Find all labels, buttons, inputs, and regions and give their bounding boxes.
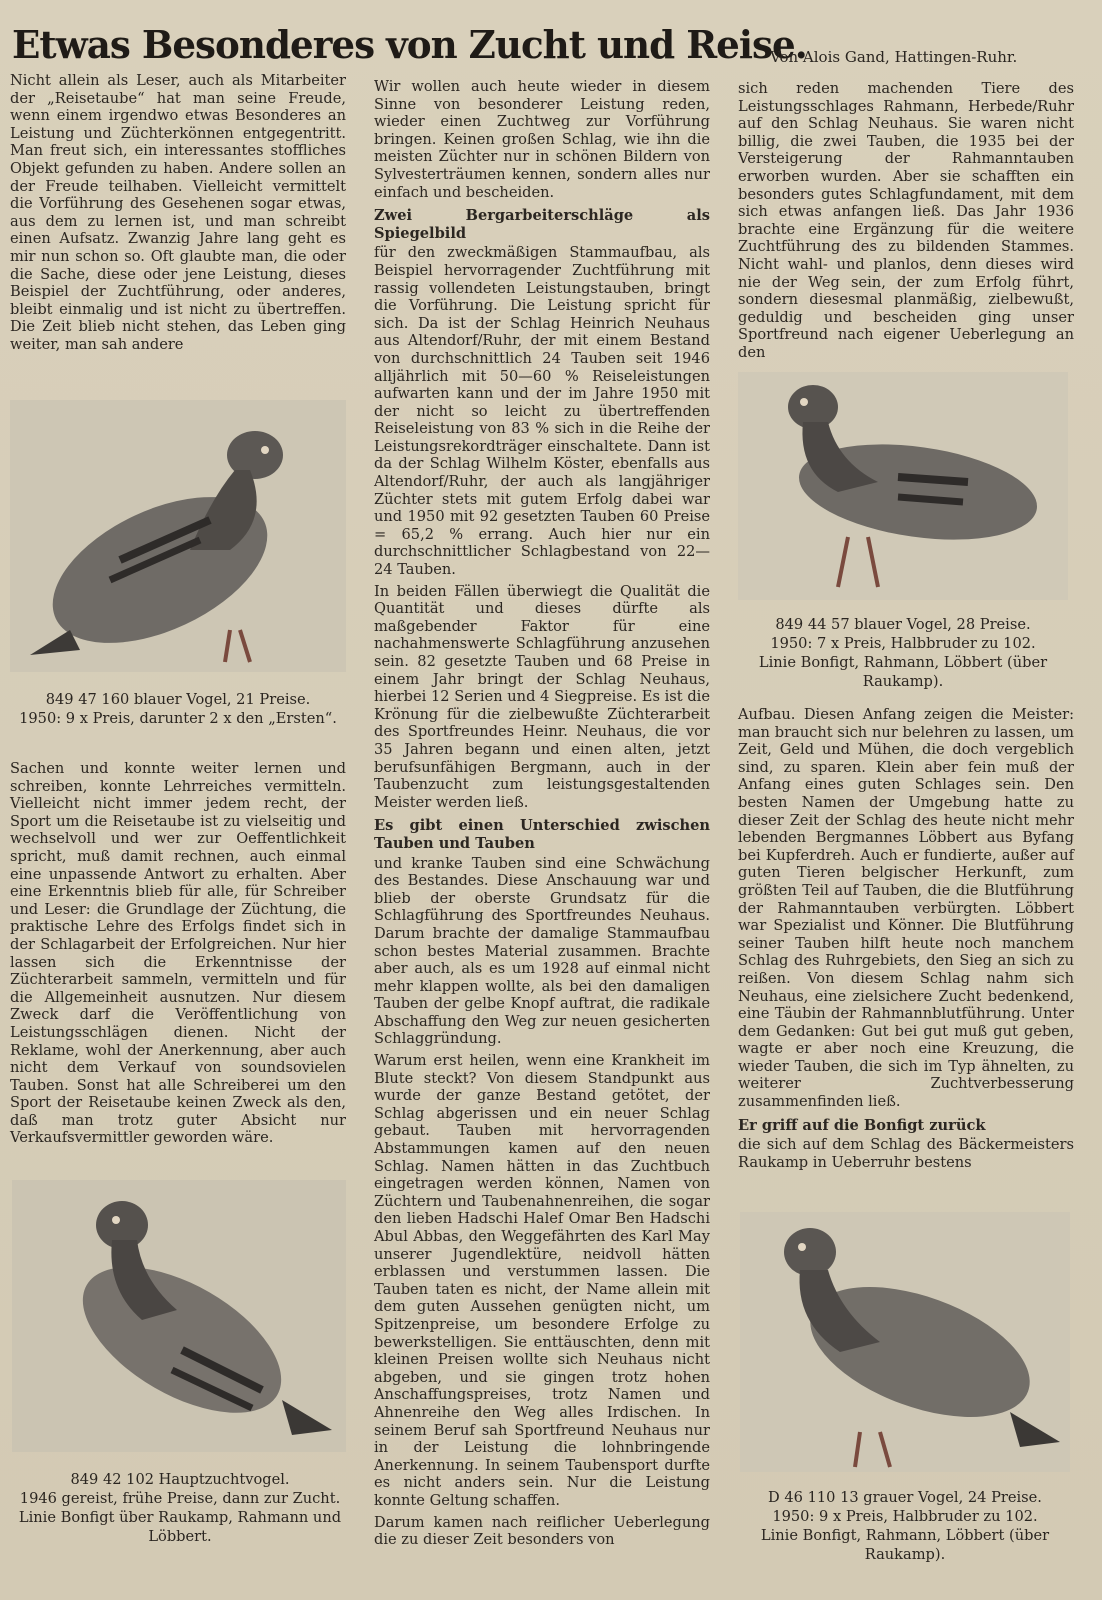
caption-2-line-2: 1946 gereist, frühe Preise, dann zur Zucht. — [19, 1490, 341, 1507]
col2-paragraph-6: Darum kamen nach reiflicher Ueberlegung die zu dieser Zeit besonders von — [374, 1513, 710, 1549]
caption-4-line-2: 1950: 9 x Preis, Halbbruder zu 102. — [772, 1508, 1038, 1525]
column-1-top — [10, 72, 346, 354]
col2-paragraph-4: und kranke Tauben sind eine Schwächung des Bestandes. Diese Anschauung war und blieb der oberste Grundsatz für die Schlagführung des Sportfreundes Neuhaus. Darum brachte der damalige Stammaufbau schon bestes Material zusammen. Brachte aber auch, als es um 1928 auf einmal nicht mehr klappen wollte, als bei den damaligen Tauben der gelbe Knopf auftrat, die radikale Abschaffung den Weg zur neuen gesicherten Schlaggründung. — [374, 854, 710, 1048]
pigeon-photo-4 — [740, 1212, 1070, 1472]
pigeon-image-4 — [740, 1212, 1070, 1472]
caption-1 — [10, 690, 346, 728]
col2-paragraph-3: In beiden Fällen überwiegt die Qualität die Quantität und dieses dürfte als maßgebender Faktor für eine nachahmenswerte Schlagführung anzusehen sein. 82 gesetzte Tauben und 68 Preise in einem Jahr bringt der Schlag Neuhaus, hierbei 12 Serien und 4 Siegpreise. Es ist die Krönung für die zielbewußte Züchterarbeit des Sportfreundes Heinr. Neuhaus, die vor 35 Jahren begann und einen alten, jetzt berufsunfähigen Bergmann, auch in der Taubenzucht zum leistungsgestaltenden Meister werden ließ. — [374, 582, 710, 811]
caption-4-line-1: D 46 110 13 grauer Vogel, 24 Preise. — [768, 1489, 1042, 1506]
col2-paragraph-2: für den zweckmäßigen Stammaufbau, als Beispiel hervorragender Zuchtführung mit rassig vollendeten Leistungstauben, bringt die Vorführung. Die Leistung spricht für sich. Da ist der Schlag Heinrich Neuhaus aus Altendorf/Ruhr, der mit einem Bestand von durchschnittlich 24 Tauben seit 1946 alljährlich mit 50—60 % Reiseleistungen aufwarten kann und der im Jahre 1950 mit der nicht so leicht zu übertreffenden Reiseleistung von 83 % sich in die Reihe der Leistungsrekordträger einschaltete. Dann ist da der Schlag Wilhelm Köster, ebenfalls aus Altendorf/Ruhr, der auch als langjähriger Züchter stets mit gutem Erfolg dabei war und 1950 mit 92 gesetzten Tauben 60 Preise = 65,2 % errang. Auch hier nur ein durchschnittlicher Schlagbestand von 22—24 Tauben. — [374, 244, 710, 579]
caption-3 — [738, 615, 1068, 691]
column-3-bottom — [738, 706, 1074, 1171]
pigeon-photo-1 — [10, 400, 346, 672]
col1-paragraph-1: Nicht allein als Leser, auch als Mitarbeiter der „Reisetaube“ hat man seine Freude, wenn einem irgendwo etwas Besonderes an Leistung und Züchterkönnen entgegentritt. Man freut sich, ein interessantes stoffliches Objekt gefunden zu haben. Andere sollen an der Freude teilhaben. Vielleicht vermittelt die Vorführung des Gesehenen sogar etwas, aus dem zu lernen ist, und man schreibt einen Aufsatz. Zwanzig Jahre lang geht es mir nun schon so. Oft glaubte man, die oder die Sache, diese oder jene Leistung, dieses Beispiel der Zuchtführung, oder anderes, bleibt einmalig und ist nicht zu übertreffen. Die Zeit blieb nicht stehen, das Leben ging weiter, man sah andere — [10, 72, 346, 353]
column-3-top — [738, 80, 1074, 362]
col3-subheading-1: Er griff auf die Bonfigt zurück — [738, 1116, 986, 1134]
col1-paragraph-2: Sachen und konnte weiter lernen und schreiben, konnte Lehrreiches vermitteln. Vielleicht nicht immer jedem recht, der Sport um die Reisetaube ist zu vielseitig und wechselvoll und wer zur Oeffentlichkeit spricht, muß damit rechnen, auch einmal eine unpassende Antwort zu erhalten. Aber eine Erkenntnis blieb für alle, für Schreiber und Leser: die Grundlage der Züchtung, die praktische Lehre des Erfolgs findet sich in der Schlagarbeit der Erfolgreichen. Nur hier lassen sich die Erkenntnisse der Züchterarbeit sammeln, vermitteln und für die Allgemeinheit ausnutzen. Nur diesem Zweck darf die Veröffentlichung von Leistungsschlägen dienen. Nicht der Reklame, wohl der Anerkennung, aber auch nicht dem Verkauf von soundsovielen Tauben. Sonst hat alle Schreiberei um den Sport der Reisetaube keinen Zweck als den, daß man trotz guter Absicht nur Verkaufsvermittler geworden wäre. — [10, 760, 346, 1147]
col2-paragraph-1: Wir wollen auch heute wieder in diesem Sinne von besonderer Leistung reden, wieder einen Zuchtweg zur Vorführung bringen. Keinen großen Schlag, wie ihn die meisten Züchter nur in schönen Bildern von Sylvesterträumen kennen, sondern alles nur einfach und bescheiden. — [374, 78, 710, 201]
pigeon-image-1 — [10, 400, 346, 672]
column-1-bottom — [10, 760, 346, 1147]
col2-subheading-2: Es gibt einen Unterschied zwischen Tauben und Tauben — [374, 817, 710, 852]
col2-subheading-1: Zwei Bergarbeiterschläge als Spiegelbild — [374, 207, 710, 242]
caption-2 — [10, 1470, 350, 1546]
caption-3-line-2: 1950: 7 x Preis, Halbbruder zu 102. — [770, 635, 1036, 652]
article-byline: Von Alois Gand, Hattingen-Ruhr. — [770, 48, 1018, 66]
caption-4 — [738, 1488, 1072, 1564]
column-2 — [374, 78, 710, 1549]
article-title: Etwas Besonderes von Zucht und Reise. — [12, 22, 807, 67]
col3-paragraph-2: Aufbau. Diesen Anfang zeigen die Meister: man braucht sich nur belehren zu lassen, um Zeit, Geld und Mühen, die doch vergeblich sind, zu sparen. Klein aber fein muß der Anfang eines guten Schlages sein. Den besten Namen der Umgebung hatte zu dieser Zeit der Schlag des heute nicht mehr lebenden Bergmannes Löbbert aus Byfang bei Kupferdreh. Auch er fundierte, außer auf guten Tieren belgischer Herkunft, zum größten Teil auf Tauben, die die Blutführung der Rahmanntauben verbürgten. Löbbert war Spezialist und Könner. Die Blutführung seiner Tauben hilft heute noch manchem Schlag des Ruhrgebiets, den Sieg an sich zu reißen. Von diesem Schlag nahm sich Neuhaus, eine zielsichere Zucht bedenkend, eine Täubin der Rahmannblutführung. Unter dem Gedanken: Gut bei gut muß gut geben, wagte er aber noch eine Kreuzung, die wieder Tauben, die sich im Typ ähnelten, zu weiterer Zuchtverbesserung zusammenfinden ließ. — [738, 706, 1074, 1111]
caption-3-line-1: 849 44 57 blauer Vogel, 28 Preise. — [775, 616, 1031, 633]
caption-3-line-3: Linie Bonfigt, Rahmann, Löbbert (über Raukamp). — [758, 654, 1048, 690]
pigeon-image-3 — [738, 372, 1068, 600]
caption-4-line-3: Linie Bonfigt, Rahmann, Löbbert (über Raukamp). — [760, 1527, 1050, 1563]
col2-paragraph-5: Warum erst heilen, wenn eine Krankheit im Blute steckt? Von diesem Standpunkt aus wurde der ganze Bestand getötet, der Schlag abgerissen und ein neuer Schlag gebaut. Tauben mit hervorragenden Abstammungen kamen auf den neuen Schlag. Namen hätten in das Zuchtbuch eingetragen werden können, Namen von Züchtern und Taubenahnenreihen, die sogar den lieben Hadschi Halef Omar Ben Hadschi Abul Abbas, den Weggefährten des Karl May unserer Jugendlektüre, neidvoll hätten erblassen und verstummen lassen. Die Tauben taten es nicht, der Name allein mit dem guten Aussehen genügten nicht, um Spitzenpreise, um besondere Erfolge zu bewerkstelligen. Sie enttäuschten, denn mit kleinen Preisen wollte sich Neuhaus nicht abgeben, und sie gingen trotz hohen Anschaffungspreises, trotz Namen und Ahnenreihe den Weg alles Irdischen. In seinem Beruf sah Sportfreund Neuhaus nur in der Leistung die lohnbringende Anerkennung. In seinem Taubensport durfte es nicht anders sein. Nur die Leistung konnte Geltung schaffen. — [374, 1052, 710, 1509]
caption-1-line-1: 849 47 160 blauer Vogel, 21 Preise. — [45, 691, 311, 708]
caption-1-line-2: 1950: 9 x Preis, darunter 2 x den „Ersten“. — [19, 710, 337, 727]
col3-paragraph-1: sich reden machenden Tiere des Leistungsschlages Rahmann, Herbede/Ruhr auf den Schlag Neuhaus. Sie waren nicht billig, die zwei Tauben, die 1935 bei der Versteigerung der Rahmanntauben erworben wurden. Aber sie schafften ein besonders gutes Schlagfundament, mit dem sich etwas anfangen ließ. Das Jahr 1936 brachte eine Ergänzung für die weitere Zuchtführung des zu bildenden Stammes. Nicht wahl- und planlos, denn dieses wird nie der Weg sein, der zum Erfolg führt, sondern diesesmal planmäßig, zielbewußt, geduldig und bescheiden ging unser Sportfreund nach eigener Ueberlegung an den — [738, 80, 1074, 361]
col3-paragraph-3: die sich auf dem Schlag des Bäckermeisters Raukamp in Ueberruhr bestens — [738, 1136, 1074, 1171]
pigeon-photo-2 — [12, 1180, 346, 1452]
caption-2-line-3: Linie Bonfigt über Raukamp, Rahmann und Löbbert. — [18, 1509, 342, 1545]
caption-2-line-1: 849 42 102 Hauptzuchtvogel. — [70, 1471, 290, 1488]
pigeon-photo-3 — [738, 372, 1068, 600]
pigeon-image-2 — [12, 1180, 346, 1452]
